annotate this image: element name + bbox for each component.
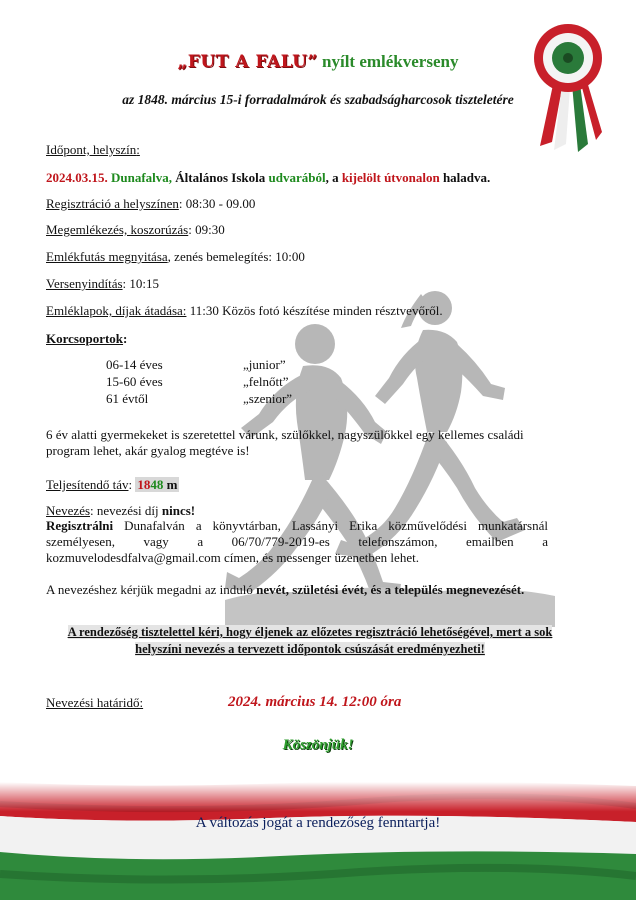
event-line [46, 170, 490, 186]
organizer-notice: A rendezőség tisztelettel kéri, hogy éljenek az előzetes regisztráció lehetőségével, mert a sok helyszíni nevezés a tervezett időpontok csúszását eredményezheti! [67, 625, 553, 656]
schedule-item-start: Versenyindítás: 10:15 [46, 276, 160, 291]
distance-line: Teljesítendő táv: 1848 m [46, 477, 178, 492]
thanks-text: Köszönjük! [282, 737, 354, 753]
event-rest: haladva. [442, 170, 491, 185]
event-school: Általános Iskola [175, 170, 266, 185]
age-range: 06-14 éves [106, 357, 163, 372]
cockade-rosette-image [532, 18, 604, 158]
time-place-label: Időpont, helyszín: [46, 142, 140, 157]
age-group-name: „felnőtt” [243, 374, 289, 389]
event-yard: udvarából [268, 170, 326, 185]
title-rest: nyílt emlékverseny [317, 52, 459, 71]
event-date: 2024.03.15. [46, 170, 108, 185]
schedule-item-registration: Regisztráció a helyszínen: 08:30 - 09.00 [46, 196, 256, 211]
deadline-label: Nevezési határidő: [46, 695, 144, 710]
schedule-item-ceremony: Megemlékezés, koszorúzás: 09:30 [46, 222, 225, 237]
registration-info: Regisztrálni Dunafalván a könyvtárban, Lassányi Erika közművelődési munkatársnál személyesen, vagy a 06/70/779-2019-es telefonszámon, emailben a kozmuvelodesdfalva@gmail.com címen, és messenger üzenetben lehet. [46, 518, 548, 565]
deadline-value: 2024. március 14. 12:00 óra [228, 694, 402, 710]
event-place: Dunafalva, [111, 170, 173, 185]
schedule-item-opening: Emlékfutás megnyitása, zenés bemelegítés: 10:00 [46, 249, 305, 264]
entry-request: A nevezéshez kérjük megadni az induló nevét, születési évét, és a település megnevezését. [46, 582, 525, 597]
event-comma: , a [325, 170, 339, 185]
age-groups-heading: Korcsoportok: [46, 331, 128, 346]
age-range: 15-60 éves [106, 374, 163, 389]
event-route: kijelölt útvonalon [341, 170, 440, 185]
age-group-name: „junior” [243, 357, 286, 372]
schedule-item-awards: Emléklapok, díjak átadása: 11:30 Közös fotó készítése minden résztvevőről. [46, 303, 443, 318]
distance-value: 1848 m [137, 477, 178, 492]
age-group-name: „szenior” [243, 391, 293, 406]
hungarian-flag-banner-image [0, 782, 636, 900]
event-title [0, 52, 636, 72]
entry-line: Nevezés: nevezési díj nincs! [46, 503, 196, 518]
footer-disclaimer: A változás jogát a rendezőség fenntartja! [195, 815, 441, 831]
age-range: 61 évtől [106, 391, 149, 406]
event-subtitle: az 1848. március 15-i forradalmárok és szabadságharcosok tiszteletére [122, 92, 514, 107]
title-main: „FUT A FALU” [177, 52, 318, 72]
children-note: 6 év alatti gyermekeket is szeretettel várunk, szülőkkel, nagyszülőkkel egy kellemes családi program lehet, akár gyalog megtéve is! [46, 427, 524, 458]
